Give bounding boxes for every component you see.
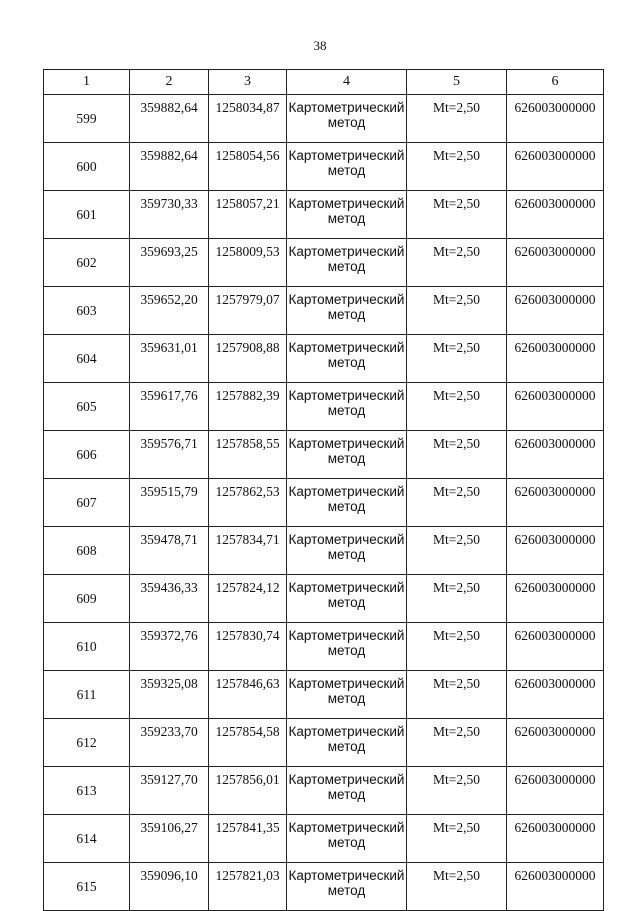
- cell-y-coordinate: 1258009,53: [209, 239, 287, 287]
- cell-accuracy: Mt=2,50: [407, 767, 507, 815]
- cell-cadastral-number: 626003000000: [507, 335, 604, 383]
- cell-accuracy: Mt=2,50: [407, 191, 507, 239]
- cell-x-coordinate: 359478,71: [130, 527, 209, 575]
- method-line: метод: [327, 787, 366, 802]
- table-row: [44, 671, 604, 719]
- cell-method: [287, 479, 407, 527]
- cell-accuracy: Mt=2,50: [407, 863, 507, 911]
- cell-cadastral-number: 626003000000: [507, 863, 604, 911]
- cell-x-coordinate: 359233,70: [130, 719, 209, 767]
- cell-method: [287, 143, 407, 191]
- cell-x-coordinate: 359882,64: [130, 143, 209, 191]
- cell-y-coordinate: 1258057,21: [209, 191, 287, 239]
- cell-x-coordinate: 359372,76: [130, 623, 209, 671]
- cell-cadastral-number: 626003000000: [507, 671, 604, 719]
- cell-x-coordinate: 359436,33: [130, 575, 209, 623]
- cell-point-number: 600: [44, 143, 130, 191]
- cell-point-number: 614: [44, 815, 130, 863]
- method-line: Картометрический: [288, 340, 405, 355]
- cell-method: [287, 191, 407, 239]
- table-row: [44, 383, 604, 431]
- method-line: метод: [327, 403, 366, 418]
- method-line: метод: [327, 115, 366, 130]
- cell-point-number: 612: [44, 719, 130, 767]
- cell-y-coordinate: 1257824,12: [209, 575, 287, 623]
- cell-cadastral-number: 626003000000: [507, 143, 604, 191]
- method-line: Картометрический: [288, 484, 405, 499]
- table-row: [44, 335, 604, 383]
- cell-cadastral-number: 626003000000: [507, 575, 604, 623]
- table-row: [44, 863, 604, 911]
- cell-point-number: 607: [44, 479, 130, 527]
- cell-cadastral-number: 626003000000: [507, 527, 604, 575]
- cell-cadastral-number: 626003000000: [507, 719, 604, 767]
- method-line: Картометрический: [288, 244, 405, 259]
- method-line: Картометрический: [288, 100, 405, 115]
- table-body: [44, 95, 604, 911]
- table-row: [44, 143, 604, 191]
- cell-method: [287, 623, 407, 671]
- cell-point-number: 603: [44, 287, 130, 335]
- cell-accuracy: Mt=2,50: [407, 479, 507, 527]
- cell-method: [287, 95, 407, 143]
- cell-point-number: 604: [44, 335, 130, 383]
- method-line: Картометрический: [288, 820, 405, 835]
- cell-y-coordinate: 1257830,74: [209, 623, 287, 671]
- cell-point-number: 601: [44, 191, 130, 239]
- cell-method: [287, 335, 407, 383]
- cell-y-coordinate: 1257862,53: [209, 479, 287, 527]
- cell-cadastral-number: 626003000000: [507, 815, 604, 863]
- method-line: Картометрический: [288, 388, 405, 403]
- cell-x-coordinate: 359096,10: [130, 863, 209, 911]
- cell-method: [287, 287, 407, 335]
- cell-accuracy: Mt=2,50: [407, 287, 507, 335]
- cell-point-number: 602: [44, 239, 130, 287]
- cell-cadastral-number: 626003000000: [507, 239, 604, 287]
- cell-y-coordinate: 1257854,58: [209, 719, 287, 767]
- cell-point-number: 613: [44, 767, 130, 815]
- method-line: Картометрический: [288, 676, 405, 691]
- cell-y-coordinate: 1257821,03: [209, 863, 287, 911]
- cell-point-number: 609: [44, 575, 130, 623]
- cell-accuracy: Mt=2,50: [407, 95, 507, 143]
- cell-y-coordinate: 1257856,01: [209, 767, 287, 815]
- method-line: метод: [327, 211, 366, 226]
- cell-y-coordinate: 1257841,35: [209, 815, 287, 863]
- cell-point-number: 599: [44, 95, 130, 143]
- cell-y-coordinate: 1257858,55: [209, 431, 287, 479]
- method-line: метод: [327, 259, 366, 274]
- cell-point-number: 610: [44, 623, 130, 671]
- column-header-3: 3: [209, 70, 287, 95]
- table-header-row: [44, 70, 604, 95]
- method-line: Картометрический: [288, 868, 405, 883]
- column-header-5: 5: [407, 70, 507, 95]
- table-row: [44, 767, 604, 815]
- table-row: [44, 239, 604, 287]
- method-line: Картометрический: [288, 148, 405, 163]
- table-row: [44, 191, 604, 239]
- cell-accuracy: Mt=2,50: [407, 383, 507, 431]
- method-line: Картометрический: [288, 292, 405, 307]
- cell-cadastral-number: 626003000000: [507, 95, 604, 143]
- method-line: метод: [327, 595, 366, 610]
- method-line: Картометрический: [288, 724, 405, 739]
- cell-method: [287, 767, 407, 815]
- cell-x-coordinate: 359576,71: [130, 431, 209, 479]
- cell-method: [287, 431, 407, 479]
- method-line: Картометрический: [288, 436, 405, 451]
- cell-method: [287, 383, 407, 431]
- cell-point-number: 605: [44, 383, 130, 431]
- cell-x-coordinate: 359617,76: [130, 383, 209, 431]
- method-line: Картометрический: [288, 628, 405, 643]
- cell-method: [287, 575, 407, 623]
- cell-y-coordinate: 1257846,63: [209, 671, 287, 719]
- method-line: метод: [327, 307, 366, 322]
- cell-accuracy: Mt=2,50: [407, 719, 507, 767]
- page-number: 38: [313, 38, 327, 53]
- cell-cadastral-number: 626003000000: [507, 431, 604, 479]
- cell-x-coordinate: 359127,70: [130, 767, 209, 815]
- cell-cadastral-number: 626003000000: [507, 623, 604, 671]
- cell-x-coordinate: 359515,79: [130, 479, 209, 527]
- cell-y-coordinate: 1257908,88: [209, 335, 287, 383]
- method-line: метод: [327, 643, 366, 658]
- cell-accuracy: Mt=2,50: [407, 623, 507, 671]
- cell-method: [287, 719, 407, 767]
- cell-x-coordinate: 359693,25: [130, 239, 209, 287]
- method-line: метод: [327, 739, 366, 754]
- cell-point-number: 615: [44, 863, 130, 911]
- cell-x-coordinate: 359882,64: [130, 95, 209, 143]
- method-line: Картометрический: [288, 580, 405, 595]
- cell-x-coordinate: 359106,27: [130, 815, 209, 863]
- cell-x-coordinate: 359730,33: [130, 191, 209, 239]
- cell-method: [287, 863, 407, 911]
- cell-y-coordinate: 1257979,07: [209, 287, 287, 335]
- method-line: Картометрический: [288, 772, 405, 787]
- method-line: Картометрический: [288, 196, 405, 211]
- method-line: метод: [327, 883, 366, 898]
- table-row: [44, 623, 604, 671]
- method-line: метод: [327, 499, 366, 514]
- cell-accuracy: Mt=2,50: [407, 815, 507, 863]
- cell-accuracy: Mt=2,50: [407, 575, 507, 623]
- cell-cadastral-number: 626003000000: [507, 767, 604, 815]
- cell-method: [287, 671, 407, 719]
- cell-y-coordinate: 1257882,39: [209, 383, 287, 431]
- cell-point-number: 611: [44, 671, 130, 719]
- method-line: метод: [327, 691, 366, 706]
- cell-accuracy: Mt=2,50: [407, 431, 507, 479]
- cell-y-coordinate: 1258054,56: [209, 143, 287, 191]
- cell-point-number: 606: [44, 431, 130, 479]
- cell-method: [287, 815, 407, 863]
- method-line: метод: [327, 451, 366, 466]
- cell-point-number: 608: [44, 527, 130, 575]
- cell-x-coordinate: 359325,08: [130, 671, 209, 719]
- method-line: метод: [327, 547, 366, 562]
- cell-y-coordinate: 1257834,71: [209, 527, 287, 575]
- column-header-2: 2: [130, 70, 209, 95]
- cell-accuracy: Mt=2,50: [407, 239, 507, 287]
- table-row: [44, 527, 604, 575]
- table-row: [44, 479, 604, 527]
- method-line: Картометрический: [288, 532, 405, 547]
- cell-method: [287, 527, 407, 575]
- column-header-6: 6: [507, 70, 604, 95]
- table-row: [44, 431, 604, 479]
- method-line: метод: [327, 163, 366, 178]
- cell-accuracy: Mt=2,50: [407, 143, 507, 191]
- method-line: метод: [327, 835, 366, 850]
- cell-cadastral-number: 626003000000: [507, 479, 604, 527]
- cell-y-coordinate: 1258034,87: [209, 95, 287, 143]
- column-header-4: 4: [287, 70, 407, 95]
- cell-accuracy: Mt=2,50: [407, 671, 507, 719]
- cell-method: [287, 239, 407, 287]
- cell-x-coordinate: 359631,01: [130, 335, 209, 383]
- cell-x-coordinate: 359652,20: [130, 287, 209, 335]
- cell-cadastral-number: 626003000000: [507, 287, 604, 335]
- cell-accuracy: Mt=2,50: [407, 335, 507, 383]
- cell-cadastral-number: 626003000000: [507, 383, 604, 431]
- table-row: [44, 719, 604, 767]
- table-row: [44, 95, 604, 143]
- coordinates-table: [43, 69, 604, 911]
- method-line: метод: [327, 355, 366, 370]
- table-row: [44, 287, 604, 335]
- cell-cadastral-number: 626003000000: [507, 191, 604, 239]
- cell-accuracy: Mt=2,50: [407, 527, 507, 575]
- table-row: [44, 815, 604, 863]
- column-header-1: 1: [44, 70, 130, 95]
- table-row: [44, 575, 604, 623]
